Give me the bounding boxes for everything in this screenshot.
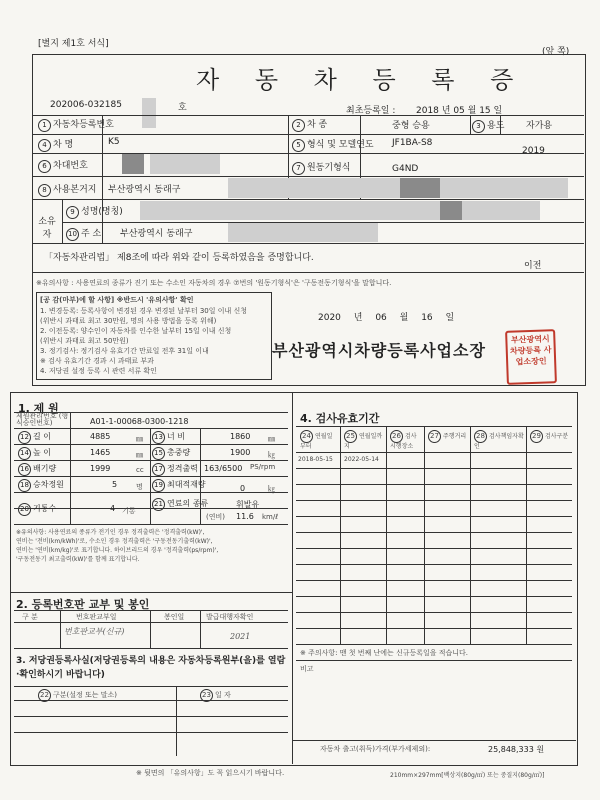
- redacted-block: [140, 201, 540, 220]
- lien-col2: 23 일 자: [200, 689, 231, 702]
- car-type-label: 2 차 종: [292, 117, 327, 132]
- owner-label: 소유자: [38, 217, 56, 240]
- seal-text: 부산광역시 차량등록 사업소장인: [509, 334, 552, 367]
- gross-value: 1900: [230, 448, 251, 457]
- load-value: 0: [240, 484, 246, 493]
- specs-note-line: 연비는 '전비(km/kWh)'로, 수소인 경우 정격출력은 '구동전동기출력(kW)',: [16, 538, 213, 545]
- fuel-label: 21 연료의 종류: [152, 498, 208, 511]
- eff-label: (연비): [206, 513, 225, 521]
- insp-row-to: 2022-05-14: [344, 456, 379, 463]
- use-label: 3 용도: [472, 118, 504, 133]
- redacted-block: [150, 154, 220, 174]
- fuel-value: 휘발유: [236, 500, 260, 509]
- notice-line: 2. 이전등록: 양수인이 자동차를 인수한 날부터 15일 이내 신청: [40, 327, 232, 335]
- approval-label: 제원관리번호 (형식승인번호): [16, 412, 69, 427]
- price-value: 25,848,333 원: [488, 745, 545, 754]
- model-year-label: 5 형식 및 모델연도: [292, 137, 374, 152]
- insp-row-from: 2018-05-15: [298, 456, 333, 463]
- engine-value: G4ND: [392, 164, 419, 174]
- notice-box-lines: [40, 306, 268, 376]
- disp-label: 16 배기량: [18, 463, 56, 476]
- notice-line: ※ 검사 유효기간 경과 시 과태료 부과: [40, 357, 154, 365]
- redacted-block: [400, 178, 440, 198]
- notice-line: 3. 정기검사: 정기검사 유효기간 만료일 전후 31일 이내: [40, 347, 209, 355]
- width-value: 1860: [230, 432, 251, 441]
- length-unit: ㎜: [136, 435, 143, 443]
- notice-text: ※유의사항 : 사용연료의 종류가 진기 또는 수소인 자동차의 경우 ⑦번의 '원동기형식'은 '구동전동기형식'을 말합니다.: [36, 279, 392, 287]
- doc-number-suffix: 호: [178, 103, 187, 113]
- back-note: ※ 뒷면의 「유의사항」도 꼭 읽으시기 바랍니다.: [136, 769, 285, 777]
- plate-col2: 번호판교부일: [76, 613, 117, 621]
- owner-name-label: 9 성명(명칭): [66, 204, 123, 219]
- insp-header-to: 25 연월일까지: [344, 432, 383, 450]
- plate-title: 2. 등록번호판 교부 및 봉인: [16, 598, 150, 611]
- issuer-name: 부산광역시차량등록사업소장: [272, 341, 486, 360]
- redacted-block: [228, 178, 568, 198]
- insp-header-mileage: 27 주행거리: [428, 430, 468, 443]
- cyl-label: 20 기통수: [18, 503, 56, 516]
- model-value: K5: [108, 137, 120, 147]
- remarks-label: 비고: [300, 665, 314, 673]
- engine-label: 7 원동기형식: [292, 160, 350, 175]
- insp-notice: ※ 주의사항: 맨 첫 번째 난에는 신규등록일을 적습니다.: [300, 649, 469, 657]
- power-unit: PS/rpm: [250, 463, 276, 471]
- disp-value: 1999: [90, 464, 111, 473]
- paper-note: 210mm×297mm[백상지(80g/㎡) 또는 중질지(80g/㎡)]: [390, 772, 545, 779]
- plate-col1: 구 분: [22, 613, 38, 621]
- inspection-title: 4. 검사유효기간: [300, 412, 380, 425]
- gross-unit: ㎏: [268, 451, 275, 459]
- law-right: 이전: [524, 261, 542, 271]
- power-value: 163/6500: [204, 464, 243, 473]
- insp-header-from: 24 연월일부터: [300, 432, 333, 450]
- length-value: 4885: [90, 432, 111, 441]
- seats-unit: 명: [136, 483, 143, 491]
- base-value: 부산광역시 동래구: [108, 185, 181, 195]
- form-label: [별지 제1호 서식]: [38, 39, 109, 49]
- load-label: 19 최대적재량: [152, 479, 206, 492]
- document-title: 자 동 차 등 록 증: [196, 66, 528, 94]
- redacted-block: [440, 201, 462, 220]
- redacted-block: [228, 223, 378, 242]
- redacted-block: [142, 98, 156, 128]
- cyl-value: 4: [110, 504, 116, 513]
- page-label: (앞 쪽): [542, 47, 570, 57]
- seats-value: 5: [112, 480, 118, 489]
- model-year-value: 2019: [522, 146, 545, 156]
- price-label: 자동차 출고(취득)가격(부가세제외):: [320, 745, 431, 753]
- first-reg-label: 최초등록일 :: [346, 106, 396, 116]
- gross-label: 15 총중량: [152, 447, 190, 460]
- law-text: 「자동차관리법」 제8조에 따라 위와 같이 등록하였음을 증명합니다.: [44, 253, 314, 263]
- owner-addr-value: 부산광역시 동래구: [120, 229, 193, 239]
- width-unit: ㎜: [268, 435, 275, 443]
- owner-addr-label: 10 주 소: [66, 226, 101, 241]
- model-year-type: JF1BA-S8: [392, 138, 433, 148]
- use-value: 자가용: [526, 121, 553, 131]
- plate-row-sign: 2021: [230, 632, 251, 641]
- insp-header-place: 26 검사시행장소: [390, 432, 417, 450]
- height-label: 14 높 이: [18, 447, 51, 460]
- lien-col1: 22 구분(설정 또는 말소): [38, 689, 117, 702]
- height-value: 1465: [90, 448, 111, 457]
- eff-unit: km/ℓ: [262, 513, 279, 521]
- notice-line: 4. 저당권 설정 등록 시 관련 서류 확인: [40, 367, 157, 375]
- approval-value: A01-1-00068-0300-1218: [90, 417, 189, 426]
- insp-header-type: 29 검사구분: [530, 430, 570, 443]
- width-label: 13 너 비: [152, 431, 185, 444]
- lien-title: 3. 저당권등록사실(저당권등록의 내용은 자동차등록원부(을)를 열람·확인하시기 바랍니다): [16, 656, 286, 680]
- plate-row-value: 번호판교부(신규): [64, 627, 125, 636]
- doc-number: 202006-032185: [50, 100, 122, 110]
- power-label: 17 정격출력: [152, 463, 198, 476]
- reg-number-label: 1 자동차등록번호: [38, 117, 114, 132]
- plate-col3: 봉인일: [164, 613, 185, 621]
- car-type-value: 중형 승용: [392, 121, 430, 131]
- vin-label: 6 차대번호: [38, 158, 88, 173]
- notice-box-title: [공 감(마부)에 할 사항] ※반드시 '유의사항' 확인: [40, 296, 194, 304]
- issue-date: 2020 년 06 월 16 일: [318, 313, 455, 323]
- eff-value: 11.6: [236, 512, 254, 521]
- specs-note-line: 연비는 '연비(km/kg)'로 표기합니다. 하이브리드의 경우 '정격출력(ps/rpm)',: [16, 547, 219, 554]
- notice-line: (위반시 과태료 최고 30만원, 명의 사용 방법을 등록 위해): [40, 317, 217, 325]
- specs-note-line: '구동전동기 최고출력(kW)'를 함께 표기합니다.: [16, 556, 140, 563]
- first-reg-date: 2018 년 05 월 15 일: [416, 106, 503, 116]
- official-seal: [505, 329, 557, 385]
- cyl-unit: 기통: [122, 507, 136, 515]
- notice-line: (위반시 과태료 최고 50만원): [40, 337, 129, 345]
- seats-label: 18 승차정원: [18, 479, 64, 492]
- load-unit: ㎏: [268, 485, 275, 493]
- notice-line: 1. 변경등록: 등록사항이 변경된 경우 변경된 날부터 30일 이내 신청: [40, 307, 248, 315]
- length-label: 12 길 이: [18, 431, 51, 444]
- specs-title: 1. 제 원: [18, 402, 59, 415]
- specs-note: [16, 528, 288, 564]
- disp-unit: cc: [136, 466, 144, 474]
- plate-col4: 발급대행자확인: [206, 613, 254, 621]
- model-label: 4 차 명: [38, 137, 73, 152]
- base-label: 8 사용본거지: [38, 182, 96, 197]
- redacted-block: [122, 154, 144, 174]
- specs-note-line: ※유의사항: 사용연료의 종류가 전기인 경우 정격출력은 '정격출력(kW)',: [16, 529, 205, 536]
- insp-header-inspector: 28 검사책임자확인: [474, 432, 524, 450]
- height-unit: ㎜: [136, 451, 143, 459]
